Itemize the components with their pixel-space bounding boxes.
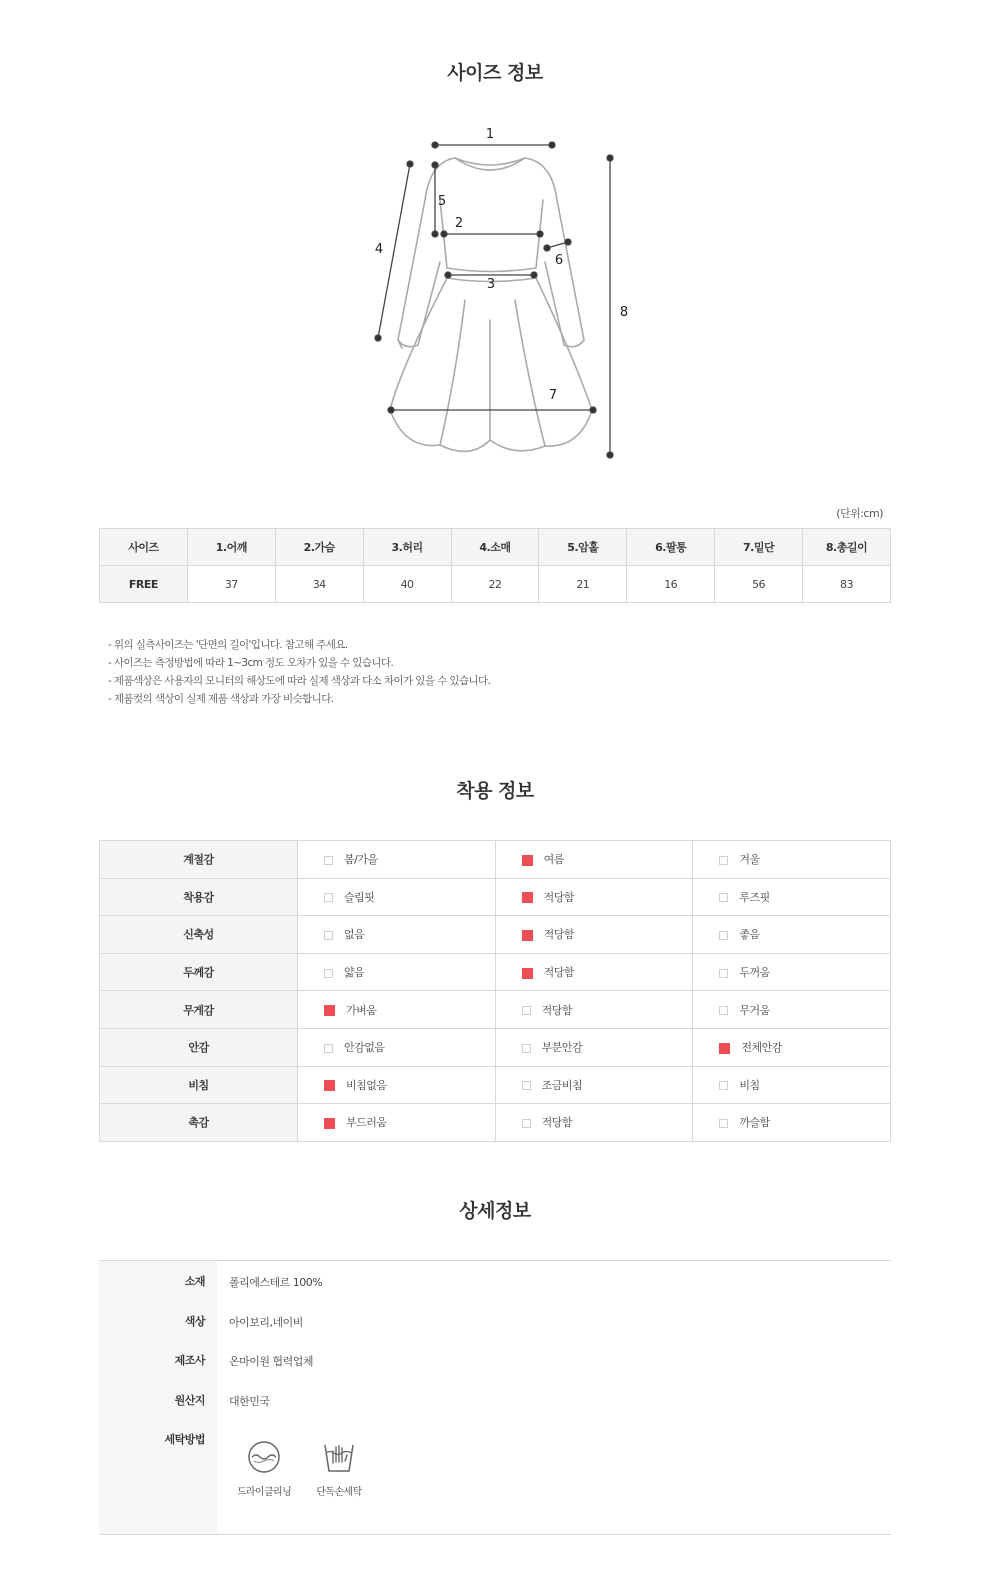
fit-option: [298, 1104, 496, 1142]
fit-option-label: 비침: [739, 1078, 760, 1092]
size-unit-label: (단위:cm): [836, 507, 883, 520]
size-header-cell: 4.소매: [451, 529, 539, 566]
fit-option: [693, 916, 891, 954]
fit-option: [495, 953, 693, 991]
fit-option: [298, 1066, 496, 1104]
fit-row: [100, 878, 891, 916]
fit-row-label: 촉감: [100, 1104, 298, 1142]
size-cell: 22: [451, 566, 539, 603]
fit-option-label: 안감없음: [344, 1041, 385, 1055]
fit-option: [693, 1104, 891, 1142]
fit-row-label: 안감: [100, 1028, 298, 1066]
fit-row-label: 신축성: [100, 916, 298, 954]
measure-label-8: 8: [619, 305, 629, 320]
size-table-header-row: [100, 529, 891, 566]
unchecked-box-icon: [719, 1119, 728, 1128]
fit-option-label: 없음: [344, 928, 365, 942]
fit-row-label: 두께감: [100, 953, 298, 991]
checked-box-icon: [522, 892, 533, 903]
unchecked-box-icon: [719, 1006, 728, 1015]
fit-option-label: 전체안감: [741, 1041, 782, 1055]
note-item: - 제품컷의 색상이 실제 제품 색상과 가장 비슷합니다.: [108, 693, 334, 705]
dress-measurement-diagram: [360, 120, 650, 465]
care-item-hand-wash: [299, 1439, 379, 1498]
detail-info-title: 상세정보: [459, 1200, 531, 1222]
size-header-cell: 사이즈: [100, 529, 188, 566]
fit-option-label: 좋음: [739, 928, 760, 942]
unchecked-box-icon: [522, 1081, 531, 1090]
size-info-title: 사이즈 정보: [447, 62, 543, 84]
fit-option-label: 부분안감: [541, 1041, 583, 1055]
color-label: 색상: [184, 1315, 205, 1328]
fit-option: [495, 841, 693, 879]
checked-box-icon: [324, 1005, 335, 1016]
unchecked-box-icon: [324, 856, 333, 865]
fit-row-label: 계절감: [100, 841, 298, 879]
note-item: - 제품색상은 사용자의 모니터의 해상도에 따라 실제 색상과 다소 차이가 있을 수 있습니다.: [108, 675, 491, 687]
fit-option: [495, 1028, 693, 1066]
unchecked-box-icon: [522, 1119, 531, 1128]
measure-label-4: 4: [374, 242, 384, 257]
fit-option-label: 적당함: [543, 966, 575, 980]
care-item-dry-clean: [224, 1439, 304, 1498]
fit-option: [298, 991, 496, 1029]
size-cell: 56: [715, 566, 803, 603]
unchecked-box-icon: [522, 1006, 531, 1015]
fit-option: [693, 841, 891, 879]
size-header-cell: 6.팔통: [627, 529, 715, 566]
fit-option-label: 부드러움: [346, 1116, 387, 1130]
unchecked-box-icon: [324, 893, 333, 902]
material-label: 소재: [184, 1275, 205, 1288]
fit-option-label: 무거움: [739, 1003, 770, 1017]
measure-lines: [375, 142, 613, 458]
checked-box-icon: [324, 1080, 335, 1091]
wash-label: 세탁방법: [164, 1433, 205, 1446]
size-cell: 21: [539, 566, 627, 603]
fit-option: [693, 878, 891, 916]
measure-label-6: 6: [554, 253, 564, 268]
fit-option-label: 슬림핏: [344, 890, 375, 904]
fit-row: [100, 1028, 891, 1066]
hand-wash-icon: [321, 1439, 357, 1475]
dry-clean-icon: [246, 1439, 282, 1475]
fit-option: [298, 916, 496, 954]
fit-option-label: 두꺼움: [739, 966, 770, 980]
unchecked-box-icon: [719, 856, 728, 865]
unchecked-box-icon: [324, 931, 333, 940]
fit-option: [495, 916, 693, 954]
fit-row-label: 무게감: [100, 991, 298, 1029]
fit-option: [693, 1028, 891, 1066]
fit-row: [100, 991, 891, 1029]
measure-label-1: 1: [485, 127, 495, 142]
fit-table: [99, 840, 891, 1142]
fit-row-label: 비침: [100, 1066, 298, 1104]
size-cell: 83: [803, 566, 891, 603]
fit-row: [100, 953, 891, 991]
origin-label: 원산지: [174, 1394, 205, 1407]
measure-label-2: 2: [454, 216, 464, 231]
fit-option-label: 여름: [543, 853, 564, 867]
checked-box-icon: [719, 1043, 730, 1054]
note-item: - 위의 실측사이즈는 '단면의 길이'입니다. 참고해 주세요.: [108, 639, 348, 651]
fit-option-label: 적당함: [541, 1003, 573, 1017]
size-header-cell: 5.암홀: [539, 529, 627, 566]
fit-option: [298, 953, 496, 991]
size-header-cell: 7.밑단: [715, 529, 803, 566]
fit-row: [100, 1104, 891, 1142]
fit-option-label: 적당함: [543, 890, 575, 904]
note-item: - 사이즈는 측정방법에 따라 1~3cm 정도 오차가 있을 수 있습니다.: [108, 657, 394, 669]
fit-option: [495, 1066, 693, 1104]
unchecked-box-icon: [324, 1044, 333, 1053]
size-cell: 16: [627, 566, 715, 603]
material-value: 폴리에스테르 100%: [229, 1276, 323, 1289]
checked-box-icon: [522, 855, 533, 866]
dress-outline: [390, 158, 592, 451]
fit-option-label: 루즈핏: [739, 890, 770, 904]
maker-label: 제조사: [174, 1354, 205, 1367]
fit-option: [298, 841, 496, 879]
size-header-cell: 2.가슴: [275, 529, 363, 566]
fit-option-label: 봄/가을: [344, 853, 378, 867]
color-value: 아이보리,네이비: [229, 1316, 303, 1329]
fit-option-label: 적당함: [543, 928, 575, 942]
size-cell: 37: [187, 566, 275, 603]
measure-label-5: 5: [437, 194, 447, 209]
fit-option: [298, 878, 496, 916]
fit-option-label: 비침없음: [346, 1078, 387, 1092]
fit-option-label: 가벼움: [346, 1003, 377, 1017]
fit-row: [100, 1066, 891, 1104]
measure-label-7: 7: [548, 388, 558, 403]
fit-option: [495, 1104, 693, 1142]
fit-option: [495, 991, 693, 1029]
size-table: [99, 528, 891, 603]
fit-option: [693, 953, 891, 991]
size-header-cell: 1.어깨: [187, 529, 275, 566]
fit-row: [100, 916, 891, 954]
fit-option: [495, 878, 693, 916]
maker-value: 온마이원 협력업체: [229, 1355, 314, 1368]
checked-box-icon: [324, 1118, 335, 1129]
fit-option-label: 까슬함: [739, 1116, 770, 1130]
origin-value: 대한민국: [229, 1395, 270, 1408]
fit-option-label: 겨울: [739, 853, 760, 867]
unchecked-box-icon: [719, 893, 728, 902]
fit-option: [298, 1028, 496, 1066]
fit-option: [693, 1066, 891, 1104]
checked-box-icon: [522, 930, 533, 941]
size-cell: 34: [275, 566, 363, 603]
unchecked-box-icon: [719, 969, 728, 978]
fit-option-label: 조금비침: [541, 1078, 583, 1092]
fit-option-label: 적당함: [541, 1116, 573, 1130]
size-table-row: [100, 566, 891, 603]
size-cell: FREE: [100, 566, 188, 603]
measure-label-3: 3: [486, 277, 496, 292]
care-label: 단독손세탁: [316, 1487, 362, 1498]
size-header-cell: 3.허리: [363, 529, 451, 566]
size-header-cell: 8.총길이: [803, 529, 891, 566]
fit-row-label: 착용감: [100, 878, 298, 916]
unchecked-box-icon: [719, 931, 728, 940]
size-cell: 40: [363, 566, 451, 603]
unchecked-box-icon: [324, 969, 333, 978]
detail-table: [99, 1260, 891, 1535]
size-notes: [108, 636, 490, 708]
care-label: 드라이클리닝: [236, 1487, 292, 1498]
unchecked-box-icon: [719, 1081, 728, 1090]
unchecked-box-icon: [522, 1044, 531, 1053]
fit-info-title: 착용 정보: [456, 780, 534, 802]
fit-option: [693, 991, 891, 1029]
fit-option-label: 얇음: [344, 966, 365, 980]
fit-row: [100, 841, 891, 879]
checked-box-icon: [522, 968, 533, 979]
